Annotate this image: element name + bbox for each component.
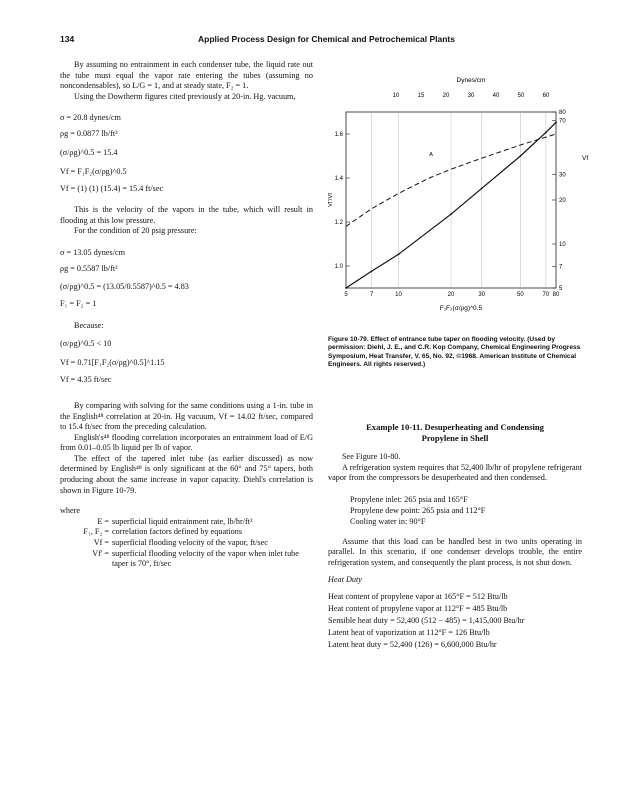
definition-row <box>60 517 313 528</box>
series-point <box>371 270 373 272</box>
equation: Vf = (1) (1) (15.4) = 15.4 ft/sec <box>60 183 164 193</box>
right-tick-label: 5 <box>559 286 563 292</box>
example-title-line: Propylene in Shell <box>421 433 489 443</box>
definition-text: correlation factors defined by equations <box>112 527 243 537</box>
equation: Vf = 4.35 ft/sec <box>60 375 112 385</box>
definition-symbol: E = <box>97 516 109 526</box>
x-axis-label: F₁F₂(σ/ρg)^0.5 <box>439 305 483 312</box>
equation: Vf = 0.71[F₁F₂(σ/ρg)^0.5]^1.15 <box>60 358 165 368</box>
paragraph: By assuming no entrainment in each condenser tube, the liquid rate out the tube must equal the vapor rate entering the tubes (assuming no noncondensables), so L/G = 1, and at steady state, F₂ = 1. <box>60 60 313 91</box>
bottom-tick-label: 50 <box>517 292 524 298</box>
section-heading: Heat Duty <box>328 574 362 584</box>
duty-line: Heat content of propylene vapor at 165°F = 512 Btu/lb <box>328 592 508 602</box>
series-point <box>545 132 547 134</box>
page-number: 134 <box>60 34 75 44</box>
equation: Vf = F₁F₂(σ/ρg)^0.5 <box>60 166 127 176</box>
top-tick-label: 20 <box>442 93 450 99</box>
top-tick-label: 40 <box>492 93 500 99</box>
paragraph: For the condition of 20 psig pressure: <box>74 226 197 236</box>
equation: ρg = 0.5587 lb/ft³ <box>60 263 118 273</box>
heat-duty-lines <box>328 591 582 651</box>
specs-list <box>328 494 582 527</box>
definition-row <box>60 538 313 549</box>
bottom-tick-label: 5 <box>344 292 348 298</box>
right-tick-label: 80 <box>559 110 566 116</box>
right-tick-label: 7 <box>559 264 563 271</box>
bottom-tick-label: 10 <box>395 292 402 298</box>
series-point <box>481 188 483 190</box>
series-point <box>555 121 557 123</box>
book-title: Applied Process Design for Chemical and Petrochemical Plants <box>198 34 455 44</box>
top-tick-label: 15 <box>417 93 425 99</box>
top-tick-label: 30 <box>467 93 475 99</box>
definition-symbol: Vf' = <box>92 548 109 558</box>
bottom-tick-label: 70 <box>542 292 550 298</box>
left-tick-label: 1.2 <box>334 220 343 226</box>
series-point <box>345 287 347 289</box>
series-point <box>520 155 522 157</box>
equation: σ = 13.05 dynes/cm <box>60 247 125 257</box>
paragraph: Because: <box>74 320 104 330</box>
equation: ρg = 0.0877 lb/ft³ <box>60 128 118 138</box>
duty-line: Latent heat duty = 52,400 (126) = 6,600,000 Btu/hr <box>328 640 497 650</box>
paragraph: English's⁴⁸ flooding correlation incorporates an entrainment load of E/G from 0.01–0.05 lb liquid per lb of vapor. <box>60 432 313 453</box>
definition-symbol: F₁, F₂ = <box>83 527 109 537</box>
definition-row <box>60 549 313 570</box>
equation: (σ/ρg)^0.5 = (13.05/0.5587)^0.5 = 4.83 <box>60 282 189 292</box>
paragraph: This is the velocity of the vapors in the tube, which will result in flooding at this low pressure. <box>60 205 313 225</box>
left-tick-label: 1.4 <box>334 176 343 182</box>
spec-line: Propylene inlet: 265 psia and 165°F <box>350 494 468 504</box>
right-column <box>328 330 582 651</box>
top-tick-label: 10 <box>392 93 400 99</box>
spec-line: Cooling water in: 90°F <box>350 516 426 526</box>
figure-caption: Figure 10-79. Effect of entrance tube taper on flooding velocity. (Used by permission: Diehl, J. E., and C.R. Kop Company, Chemical Engineering Progress Symposium, Heat Transfer, V. 65, No. 92, ©1968. American Institute of Chemical Engineers. All rights reserved.) <box>328 336 581 369</box>
definition-text: superficial flooding velocity of the vapor, ft/sec <box>112 538 268 548</box>
equation: (σ/ρg)^0.5 = 15.4 <box>60 147 118 157</box>
top-tick-label: 50 <box>517 93 525 99</box>
paragraph: By comparing with solving for the same conditions using a 1-in. tube in the English⁴⁸ correlation at 20-in. Hg vacuum, Vf = 14.02 ft/sec, compared to 15.4 ft/sec from the preceding calculation. <box>60 400 313 432</box>
paragraph: A refrigeration system requires that 52,400 lb/hr of propylene refrigerant vapor from the compressors be desuperheated and then condensed. <box>328 462 582 483</box>
equation: σ = 20.8 dynes/cm <box>60 113 121 123</box>
left-tick-label: 1.0 <box>334 264 343 270</box>
right-tick-label: 10 <box>559 242 566 248</box>
left-tick-label: 1.6 <box>334 132 343 138</box>
definition-symbol: Vf = <box>93 538 109 548</box>
paragraph: Using the Dowtherm figures cited previously at 20-in. Hg. vacuum, <box>74 91 296 101</box>
paragraph: The effect of the tapered inlet tube (as earlier discussed) as now determined by English⁴⁸ is only significant at the 60° and 75° tapers, both producing about the same increase in vapor capacity. Diehl's correlation is shown in Figure 10-79. <box>60 453 313 495</box>
annotation-label: A <box>429 152 433 158</box>
definition-text: superficial liquid entrainment rate, lb/hr/ft² <box>112 516 253 526</box>
series-point <box>450 213 452 215</box>
equation: (σ/ρg)^0.5 < 10 <box>60 339 112 349</box>
duty-line: Heat content of propylene vapor at 112°F = 485 Btu/lb <box>328 604 508 614</box>
bottom-tick-label: 20 <box>447 292 455 298</box>
y-axis-label-right: Vf <box>582 155 589 162</box>
top-tick-label: 60 <box>542 93 550 99</box>
chart-title: Dynes/cm <box>456 77 486 84</box>
y-axis-label-left: Vf'/Vf <box>328 192 334 208</box>
equation: F₁ = F₂ = 1 <box>60 299 97 309</box>
spec-line: Propylene dew point: 265 psia and 112°F <box>350 505 486 515</box>
series-point <box>398 253 400 255</box>
example-title-line: Example 10-11. Desuperheating and Condensing <box>366 422 544 432</box>
right-tick-label: 30 <box>559 172 566 179</box>
definition-text: superficial flooding velocity of the vapor when inlet tube taper is 70°, ft/sec <box>112 548 299 569</box>
definition-row <box>60 527 313 538</box>
where-label: where <box>60 506 81 516</box>
left-column <box>60 60 313 570</box>
right-tick-label: 20 <box>559 198 566 204</box>
example-title <box>328 422 582 444</box>
bottom-tick-label: 7 <box>369 292 374 298</box>
right-tick-label: 70 <box>559 118 566 125</box>
duty-line: Latent heat of vaporization at 112°F = 126 Btu/lb <box>328 628 490 638</box>
bottom-tick-label: 80 <box>552 292 560 298</box>
bottom-tick-label: 30 <box>478 292 486 298</box>
page-header <box>60 34 580 48</box>
definitions-list <box>60 517 313 570</box>
paragraph: See Figure 10-80. <box>342 452 401 461</box>
paragraph: Assume that this load can be handled best in two units operating in parallel. In this scenario, if one condenser develops trouble, the entire refrigeration system, and consequently the plant process, is not shut down. <box>328 536 582 567</box>
flooding-velocity-chart <box>328 70 590 332</box>
duty-line: Sensible heat duty = 52,400 (512 − 485) = 1,415,000 Btu/hr <box>328 616 525 626</box>
